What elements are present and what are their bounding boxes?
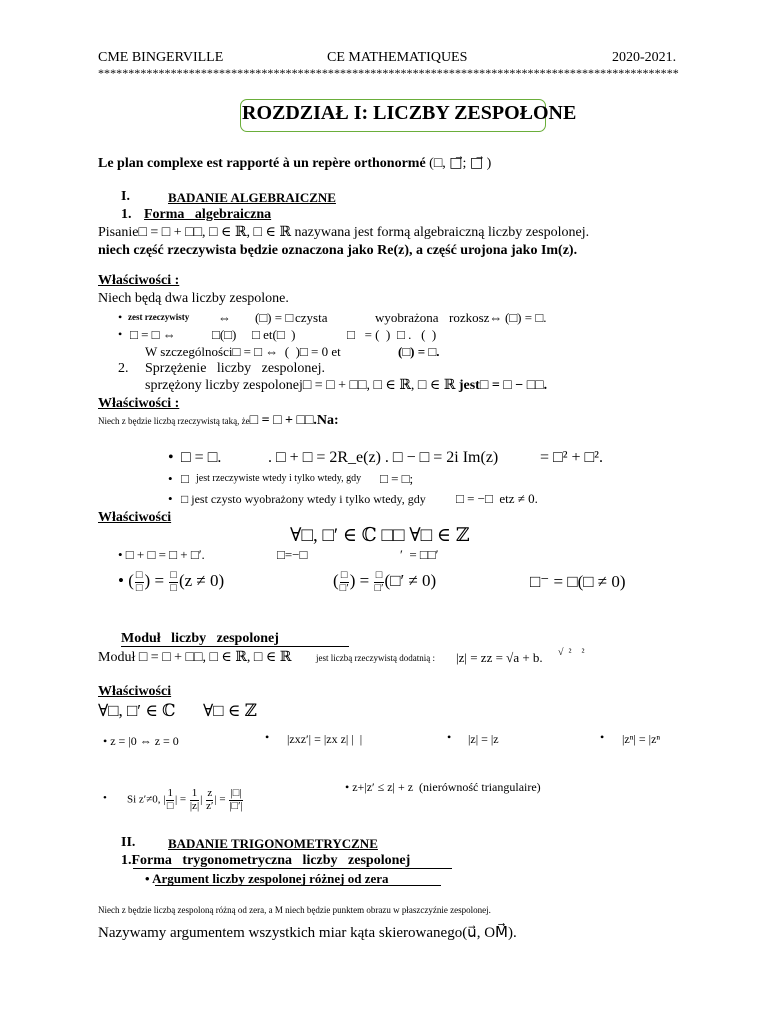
modulus-quotient-property: Si z′≠0, | $\frac{1}{□}$ | = $\frac{1}{|z|}$ | $\frac{z}{z'}$ | = $\frac{|□|}{|□'|}$ (127, 787, 243, 812)
trig-form-underline (133, 868, 452, 869)
text-wyobrazona: wyobrażona (375, 310, 439, 325)
equivalence-symbol: ⇔ (218, 310, 231, 325)
bullet: • (447, 730, 452, 744)
conjugate-power-property: □⁻ = □(□ ≠ 0) (530, 572, 626, 591)
properties-intro-1: Niech będą dwa liczby zespolone. (98, 291, 289, 306)
equality-part-3: □ = ( ) (347, 327, 391, 342)
bullet: • (265, 730, 270, 744)
bullet: • (118, 310, 123, 324)
bullet: • (118, 327, 123, 341)
text-rozkosz: rozkosz⇔ (449, 310, 503, 325)
properties-title-2: Właściwości : (98, 396, 180, 411)
real-iff-text: jest rzeczywiste wtedy i tylko wtedy, gdy (196, 473, 362, 484)
algebraic-form-definition: Pisanie□ = □ + □□, □ ∈ ℝ, □ ∈ ℝ nazywana jest formą algebraiczną liczby zespolonej. (98, 225, 590, 240)
modulus-formula: |z| = zz = √a + b. (456, 650, 543, 665)
conjugate-heading: Sprzężenie liczby zespolonej. (145, 361, 325, 376)
imaginary-iff-text: □ jest czysto wyobrażony wtedy i tylko wtedy, gdy (181, 492, 426, 506)
modulus-conjugate-property: |z| = |z (468, 732, 499, 746)
conjugate-inverse-property: • ( $\frac{□}{□}$ ) = $\frac{□}{□}$ (z ≠ 0) (118, 569, 225, 594)
conjugate-negative-property: □=−□ (277, 547, 308, 562)
properties-intro-2: Niech z będzie liczbą rzeczywistą taką, że□ = □ + □□.Na: (98, 413, 339, 428)
sum-difference-formulas: . □ + □ = 2R_e(z) . □ − □ = 2i Im(z) (268, 449, 499, 466)
header-year: 2020-2021. (612, 50, 677, 65)
quantifier-line: ∀□, □′ ∈ ℂ □□ ∀□ ∈ ℤ (290, 525, 470, 546)
imaginary-iff-formula: □ = −□ etz ≠ 0. (456, 491, 538, 506)
equality-part-1: □(□) (212, 327, 237, 342)
text-czysta: czysta (295, 310, 328, 325)
special-case: W szczególności□ = □ ⇔ ( )□ = 0 et (145, 344, 341, 359)
special-case-result: (□) = □. (398, 344, 440, 359)
modulus-heading-underline (121, 646, 349, 647)
properties-title-3: Właściwości (98, 510, 172, 525)
section1-heading: BADANIE ALGEBRAICZNE (168, 190, 336, 205)
properties-title-1: Właściwości : (98, 273, 180, 288)
product-formula: = □² + □². (540, 449, 603, 466)
equality-part-2: □ et(□ ) (252, 327, 296, 342)
modulus-quantifier-a: ∀□, □′ ∈ ℂ (98, 701, 176, 720)
real-iff-formula: □ = □; (380, 471, 414, 486)
triangle-inequality: • z+|z′ ≤ z| + z (nierówność triangulaire) (345, 780, 541, 794)
imaginary-condition-formula: (□) = □. (505, 310, 547, 325)
subsection1-heading: Forma algebraiczna (144, 207, 272, 222)
subsection1-number: 1. (121, 207, 132, 222)
header-subject: CE MATHEMATIQUES (327, 50, 468, 65)
argument-intro: Niech z będzie liczbą zespoloną różną od zera, a M niech będzie punktem obrazu w płaszczyźnie zespolonej. (98, 905, 491, 915)
modulus-heading: Moduł liczby zespolonej (121, 631, 279, 646)
argument-heading-underline (155, 885, 441, 886)
re-im-note: niech część rzeczywista będzie oznaczona jako Re(z), a część urojona jako Im(z). (98, 243, 578, 258)
section2-number: II. (121, 835, 136, 850)
bullet: • (168, 491, 173, 506)
trig-form-heading: 1.Forma trygonometryczna liczby zespolonej (121, 853, 411, 868)
real-condition-formula: (□) = □ (255, 310, 294, 325)
modulus-product-property: |zxz′| = |zx z| | | (287, 732, 363, 746)
conjugate-definition: sprzężony liczby zespolonej□ = □ + □□, □ ∈ ℝ, □ ∈ ℝ jest□ = □ − □□. (145, 378, 548, 393)
bullet: • (600, 730, 605, 744)
section1-number: I. (121, 189, 130, 204)
bullet: • (168, 471, 173, 486)
chapter-title: ROZDZIAŁ I: LICZBY ZESPOŁONE (242, 102, 577, 124)
modulus-properties-title: Właściwości (98, 684, 172, 699)
conjugate-quotient-property: ( $\frac{□}{□'}$ ) = $\frac{□}{□'}$ (□′ ≠ 0) (333, 569, 437, 594)
header-school: CME BINGERVILLE (98, 50, 224, 65)
bullet: • (168, 449, 174, 466)
equality-part-4: □ . ( ) (397, 327, 437, 342)
real-condition-label: zest rzeczywisty (128, 312, 190, 322)
argument-heading: • Argument liczby zespolonej różnej od zera (145, 871, 389, 886)
modulus-quantifier-b: ∀□ ∈ ℤ (203, 701, 258, 720)
section2-heading: BADANIE TRIGONOMETRYCZNE (168, 836, 378, 851)
conjugate-product-property: ′ = □□′ (400, 547, 439, 562)
modulus-definition-small: jest liczbą rzeczywistą dodatnią : (316, 653, 435, 663)
conjugate-sum-property: • □ + □ = □ + □′. (118, 547, 205, 562)
argument-definition: Nazywamy argumentem wszystkich miar kąta skierowanego(u⃗, OM⃗). (98, 925, 517, 941)
equality-condition: □ = □ ⇔ (130, 327, 176, 342)
conjugate-number: 2. (118, 361, 129, 376)
modulus-definition: Moduł □ = □ + □□, □ ∈ ℝ, □ ∈ ℝ (98, 650, 292, 665)
modulus-power-property: |zⁿ| = |zⁿ (622, 732, 661, 746)
double-conjugate: □ = □. (181, 449, 222, 466)
header-rule: ************************************************************************************************ (98, 66, 679, 80)
intro-text: Le plan complexe est rapporté à un repère orthonormé (□, □⃗; □⃗ ) (98, 156, 492, 171)
modulus-sqrt: √ ² ² (558, 647, 585, 658)
bullet: • (103, 792, 107, 804)
modulus-zero-property: • z = |0 ⇔ z = 0 (103, 734, 179, 748)
z-symbol: □ (181, 471, 189, 486)
intro-frame: (□, □⃗; □⃗ ) (429, 156, 492, 171)
